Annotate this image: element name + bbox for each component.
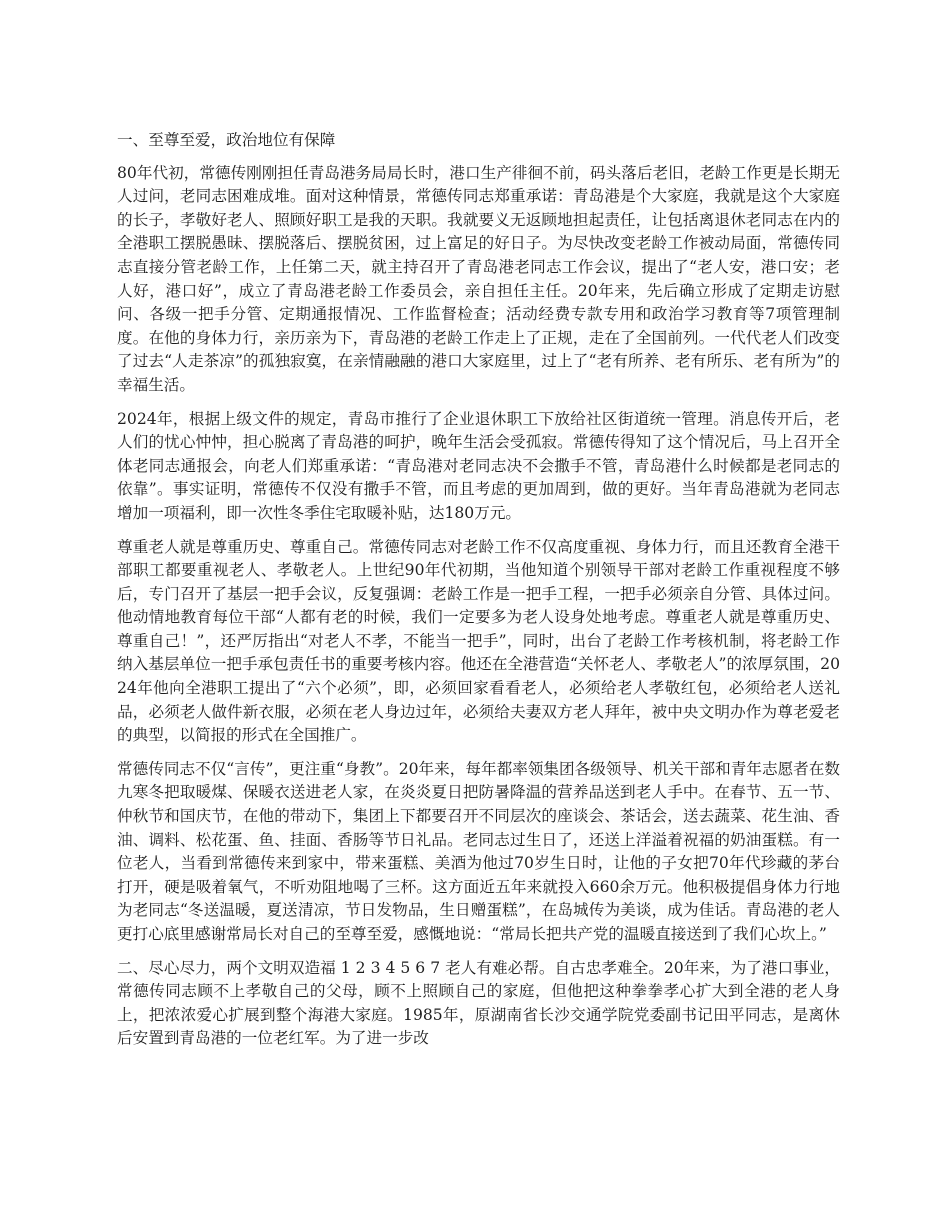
paragraph-2: 2024年，根据上级文件的规定，青岛市推行了企业退休职工下放给社区街道统一管理。消息传开后，老人们的忧心忡忡，担心脱离了青岛港的呵护，晚年生活会受孤寂。常德传得知了这个情况后，马上召开全体老同志通报会，向老人们郑重承诺：“青岛港对老同志决不会撒手不管，青岛港什么时候都是老同志的依靠”。事实证明，常德传不仅没有撒手不管，而且考虑的更加周到，做的更好。当年青岛港就为老同志增加一项福利，即一次性冬季住宅取暖补贴，达180万元。 — [117, 409, 840, 522]
paragraph-5: 二、尽心尽力，两个文明双造福 1 2 3 4 5 6 7 老人有难必帮。自古忠孝难全。20年来，为了港口事业，常德传同志顾不上孝敬自己的父母，顾不上照顾自己的家庭，但他把这种拳拳孝心扩大到全港的老人身上，把浓浓爱心扩展到整个海港大家庭。1985年，原湖南省长沙交通学院党委副书记田平同志，是离休后安置到青岛港的一位老红军。为了进一步改 — [117, 958, 840, 1048]
paragraph-3: 尊重老人就是尊重历史、尊重自己。常德传同志对老龄工作不仅高度重视、身体力行，而且还教育全港干部职工都要重视老人、孝敬老人。上世纪90年代初期，当他知道个别领导干部对老龄工作重视程度不够后，专门召开了基层一把手会议，反复强调：老龄工作是一把手工程，一把手必须亲自分管、具体过问。他动情地教育每位干部“人都有老的时候，我们一定要多为老人设身处地考虑。尊重老人就是尊重历史、尊重自己！”，还严厉指出“对老人不孝，不能当一把手”，同时，出台了老龄工作考核机制，将老龄工作纳入基层单位一把手承包责任书的重要考核内容。他还在全港营造“关怀老人、孝敬老人”的浓厚氛围，2024年他向全港职工提出了“六个必须”，即，必须回家看看老人，必须给老人孝敬红包，必须给老人送礼品，必须老人做件新衣服，必须在老人身边过年，必须给夫妻双方老人拜年，被中央文明办作为尊老爱老的典型，以简报的形式在全国推广。 — [117, 537, 840, 745]
section-heading: 一、至尊至爱，政治地位有保障 — [117, 131, 336, 149]
paragraph-4: 常德传同志不仅“言传”，更注重“身教”。20年来，每年都率领集团各级领导、机关干部和青年志愿者在数九寒冬把取暖煤、保暖衣送进老人家，在炎炎夏日把防暑降温的营养品送到老人手中。在春节、五一节、仲秋节和国庆节，在他的带动下，集团上下都要召开不同层次的座谈会、茶话会，送去蔬菜、花生油、香油、调料、松花蛋、鱼、挂面、香肠等节日礼品。老同志过生日了，还送上洋溢着祝福的奶油蛋糕。有一位老人，当看到常德传来到家中，带来蛋糕、美酒为他过70岁生日时，让他的子女把70年代珍藏的茅台打开，硬是吸着氧气，不听劝阻地喝了三杯。这方面近五年来就投入660余万元。他积极提倡身体力行地为老同志“冬送温暖，夏送清凉，节日发物品，生日赠蛋糕”，在岛城传为美谈，成为佳话。青岛港的老人更打心底里感谢常局长对自己的至尊至爱，感慨地说：“常局长把共产党的温暖直接送到了我们心坎上。” — [117, 759, 840, 943]
document-page — [117, 123, 840, 1061]
paragraph-1: 80年代初，常德传刚刚担任青岛港务局局长时，港口生产徘徊不前，码头落后老旧，老龄工作更是长期无人过问，老同志困难成堆。面对这种情景，常德传同志郑重承诺：青岛港是个大家庭，我就是这个大家庭的长子，孝敬好老人、照顾好职工是我的天职。我就要义无返顾地担起责任，让包括离退休老同志在内的全港职工摆脱愚昧、摆脱落后、摆脱贫困，过上富足的好日子。为尽快改变老龄工作被动局面，常德传同志直接分管老龄工作，上任第二天，就主持召开了青岛港老同志工作会议，提出了“老人安，港口安；老人好，港口好”，成立了青岛港老龄工作委员会，亲自担任主任。20年来，先后确立形成了定期走访慰问、各级一把手分管、定期通报情况、工作监督检查；活动经费专款专用和政治学习教育等7项管理制度。在他的身体力行，亲历亲为下，青岛港的老龄工作走上了正规，走在了全国前列。一代代老人们改变了过去“人走茶凉”的孤独寂寞，在亲情融融的港口大家庭里，过上了“老有所养、老有所乐、老有所为”的幸福生活。 — [117, 163, 840, 394]
